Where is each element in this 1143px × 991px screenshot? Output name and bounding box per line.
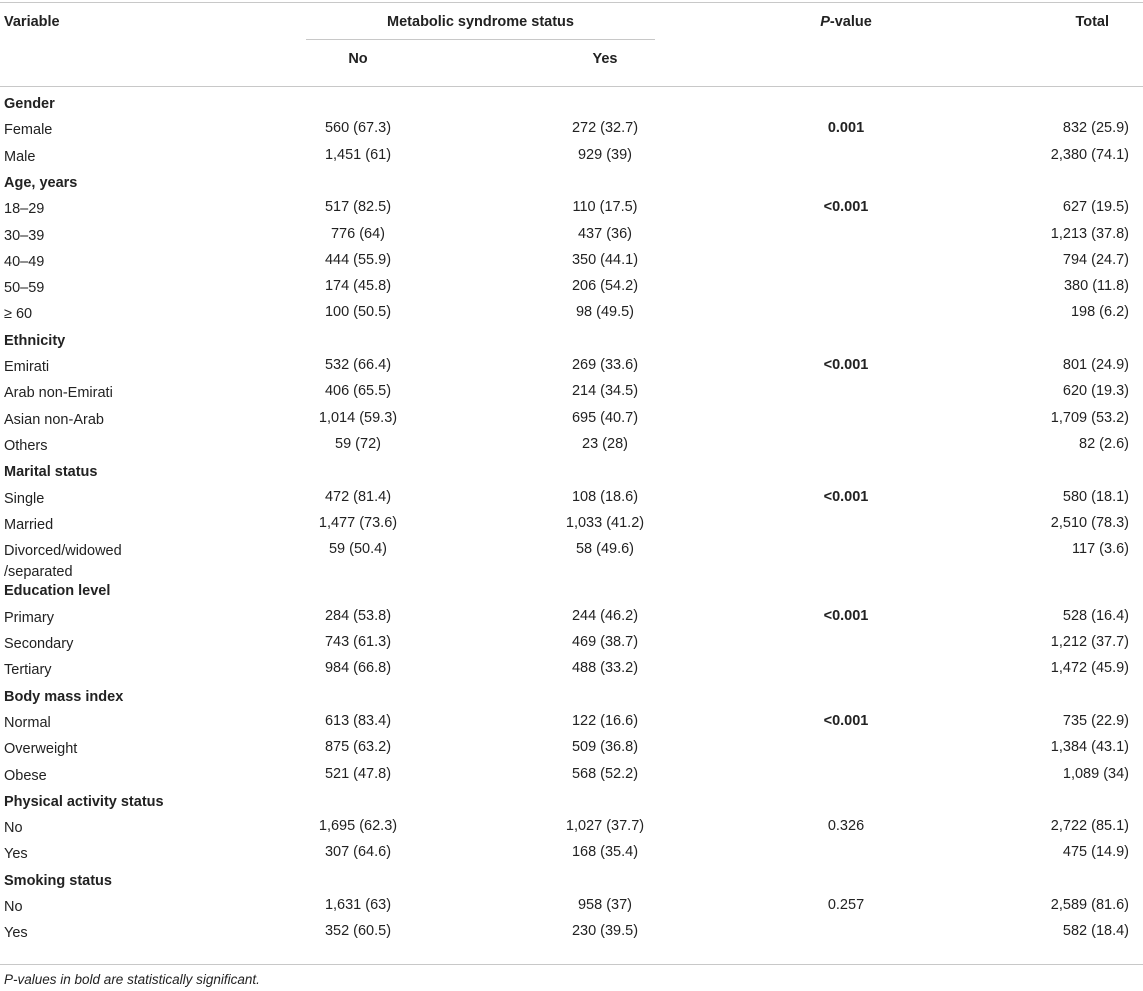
row-label: Male xyxy=(4,148,36,165)
cell-yes: 122 (16.6) xyxy=(571,712,639,729)
row-label: Others xyxy=(4,437,48,454)
cell-no: 1,631 (63) xyxy=(324,897,392,913)
cell-yes: 1,033 (41.2) xyxy=(565,514,645,531)
cell-yes: 350 (44.1) xyxy=(571,251,639,268)
group-title: Marital status xyxy=(4,464,98,481)
cell-yes: 272 (32.7) xyxy=(571,120,639,137)
cell-total: 198 (6.2) xyxy=(1070,304,1129,321)
cell-total: 582 (18.4) xyxy=(1062,923,1129,940)
cell-no: 100 (50.5) xyxy=(324,304,392,321)
cell-yes: 929 (39) xyxy=(577,146,632,163)
cell-yes: 230 (39.5) xyxy=(571,923,639,940)
cell-yes: 695 (40.7) xyxy=(571,409,639,426)
cell-total: 475 (14.9) xyxy=(1062,844,1129,861)
cell-yes: 437 (36) xyxy=(577,225,632,242)
cell-total: 1,472 (45.9) xyxy=(1050,660,1129,677)
cell-p-value: 0.326 xyxy=(827,818,865,835)
cell-yes: 269 (33.6) xyxy=(571,357,639,373)
cell-yes: 214 (34.5) xyxy=(571,383,639,400)
cell-yes: 488 (33.2) xyxy=(571,660,639,677)
row-label: Single xyxy=(4,490,45,507)
cell-no: 1,451 (61) xyxy=(324,146,392,163)
header-subrule xyxy=(306,39,655,40)
cell-total: 117 (3.6) xyxy=(1072,541,1129,558)
cell-no: 521 (47.8) xyxy=(324,765,392,782)
group-title: Gender xyxy=(4,96,55,112)
table-bottom-rule xyxy=(0,964,1143,965)
cell-yes: 1,027 (37.7) xyxy=(565,818,645,835)
row-label: ≥ 60 xyxy=(4,306,33,323)
row-label: No xyxy=(4,899,23,915)
cell-p-value: 0.257 xyxy=(827,897,865,913)
cell-p-value: <0.001 xyxy=(823,357,869,373)
cell-no: 59 (50.4) xyxy=(328,541,388,558)
header-variable: Variable xyxy=(4,14,60,30)
cell-total: 801 (24.9) xyxy=(1062,357,1129,373)
cell-yes: 206 (54.2) xyxy=(571,278,639,295)
cell-no: 352 (60.5) xyxy=(324,923,392,940)
row-label: Normal xyxy=(4,714,51,731)
cell-yes: 244 (46.2) xyxy=(571,607,639,624)
cell-no: 284 (53.8) xyxy=(324,607,392,624)
group-title: Body mass index xyxy=(4,688,124,705)
cell-p-value: <0.001 xyxy=(823,712,869,729)
cell-total: 580 (18.1) xyxy=(1062,488,1129,505)
cell-no: 613 (83.4) xyxy=(324,712,392,729)
group-title: Smoking status xyxy=(4,872,112,889)
header-yes: Yes xyxy=(592,51,618,67)
group-title: Age, years xyxy=(4,174,78,191)
cell-total: 1,212 (37.7) xyxy=(1050,634,1129,650)
cell-yes: 98 (49.5) xyxy=(575,304,635,321)
row-label: Overweight xyxy=(4,741,78,758)
footnote: P-values in bold are statistically significant. xyxy=(4,972,260,987)
cell-no: 875 (63.2) xyxy=(324,739,392,756)
cell-yes: 23 (28) xyxy=(582,435,628,452)
cell-total: 1,709 (53.2) xyxy=(1050,409,1129,426)
cell-total: 2,510 (78.3) xyxy=(1050,514,1129,531)
header-total: Total xyxy=(1075,14,1109,30)
cell-total: 82 (2.6) xyxy=(1079,435,1129,452)
cell-total: 1,089 (34) xyxy=(1062,765,1129,782)
row-label: Divorced/widowed /separated xyxy=(4,543,122,581)
row-label: 18–29 xyxy=(4,201,45,218)
row-label: No xyxy=(4,820,23,837)
cell-p-value: <0.001 xyxy=(823,488,869,505)
group-title: Education level xyxy=(4,583,111,600)
row-label: Secondary xyxy=(4,636,74,652)
group-title: Ethnicity xyxy=(4,332,66,349)
header-p-italic: P xyxy=(820,14,830,30)
cell-no: 174 (45.8) xyxy=(324,278,392,295)
row-label: Yes xyxy=(4,925,28,942)
cell-total: 832 (25.9) xyxy=(1062,120,1129,137)
row-label: 40–49 xyxy=(4,253,45,270)
cell-no: 517 (82.5) xyxy=(324,199,392,216)
row-label: Obese xyxy=(4,767,47,784)
cell-p-value: <0.001 xyxy=(823,607,869,624)
cell-p-value: <0.001 xyxy=(823,199,869,216)
cell-no: 444 (55.9) xyxy=(324,251,392,268)
cell-total: 380 (11.8) xyxy=(1063,278,1129,295)
table-top-rule xyxy=(0,2,1143,3)
cell-total: 620 (19.3) xyxy=(1062,383,1129,400)
row-label: 50–59 xyxy=(4,280,45,297)
cell-no: 472 (81.4) xyxy=(324,488,392,505)
row-label: Asian non-Arab xyxy=(4,411,104,428)
row-label: Tertiary xyxy=(4,662,52,679)
cell-no: 532 (66.4) xyxy=(324,357,392,373)
cell-total: 735 (22.9) xyxy=(1062,712,1129,729)
cell-total: 2,589 (81.6) xyxy=(1050,897,1129,913)
cell-total: 2,380 (74.1) xyxy=(1050,146,1129,163)
cell-p-value: 0.001 xyxy=(827,120,865,137)
cell-total: 1,213 (37.8) xyxy=(1050,225,1129,242)
cell-yes: 568 (52.2) xyxy=(571,765,639,782)
group-title: Physical activity status xyxy=(4,793,164,810)
cell-yes: 58 (49.6) xyxy=(575,541,635,558)
cell-total: 794 (24.7) xyxy=(1062,251,1129,268)
cell-total: 627 (19.5) xyxy=(1062,199,1129,216)
header-bottom-rule xyxy=(0,86,1143,87)
cell-no: 743 (61.3) xyxy=(324,634,392,650)
cell-yes: 958 (37) xyxy=(577,897,632,913)
row-label: Married xyxy=(4,516,54,533)
row-label: Arab non-Emirati xyxy=(4,385,113,402)
cell-no: 1,695 (62.3) xyxy=(318,818,398,835)
header-p-rest: -value xyxy=(829,14,872,30)
cell-no: 776 (64) xyxy=(330,225,385,242)
cell-no: 1,477 (73.6) xyxy=(318,514,398,531)
cell-total: 2,722 (85.1) xyxy=(1050,818,1129,835)
cell-no: 406 (65.5) xyxy=(324,383,392,400)
cell-yes: 469 (38.7) xyxy=(571,634,639,650)
cell-yes: 168 (35.4) xyxy=(571,844,639,861)
cell-no: 1,014 (59.3) xyxy=(318,409,398,426)
cell-yes: 110 (17.5) xyxy=(572,199,638,216)
header-metabolic-status: Metabolic syndrome status xyxy=(387,14,574,30)
cell-yes: 509 (36.8) xyxy=(571,739,639,756)
row-label: Female xyxy=(4,122,53,139)
cell-yes: 108 (18.6) xyxy=(571,488,639,505)
cell-total: 1,384 (43.1) xyxy=(1050,739,1129,756)
row-label: 30–39 xyxy=(4,227,45,244)
cell-no: 984 (66.8) xyxy=(324,660,392,677)
cell-total: 528 (16.4) xyxy=(1062,607,1129,624)
cell-no: 59 (72) xyxy=(335,435,381,452)
row-label: Emirati xyxy=(4,359,50,375)
cell-no: 307 (64.6) xyxy=(324,844,392,861)
row-label: Primary xyxy=(4,609,54,626)
header-p-value xyxy=(786,14,906,30)
header-no: No xyxy=(348,51,368,67)
cell-no: 560 (67.3) xyxy=(324,120,392,137)
row-label: Yes xyxy=(4,846,28,863)
